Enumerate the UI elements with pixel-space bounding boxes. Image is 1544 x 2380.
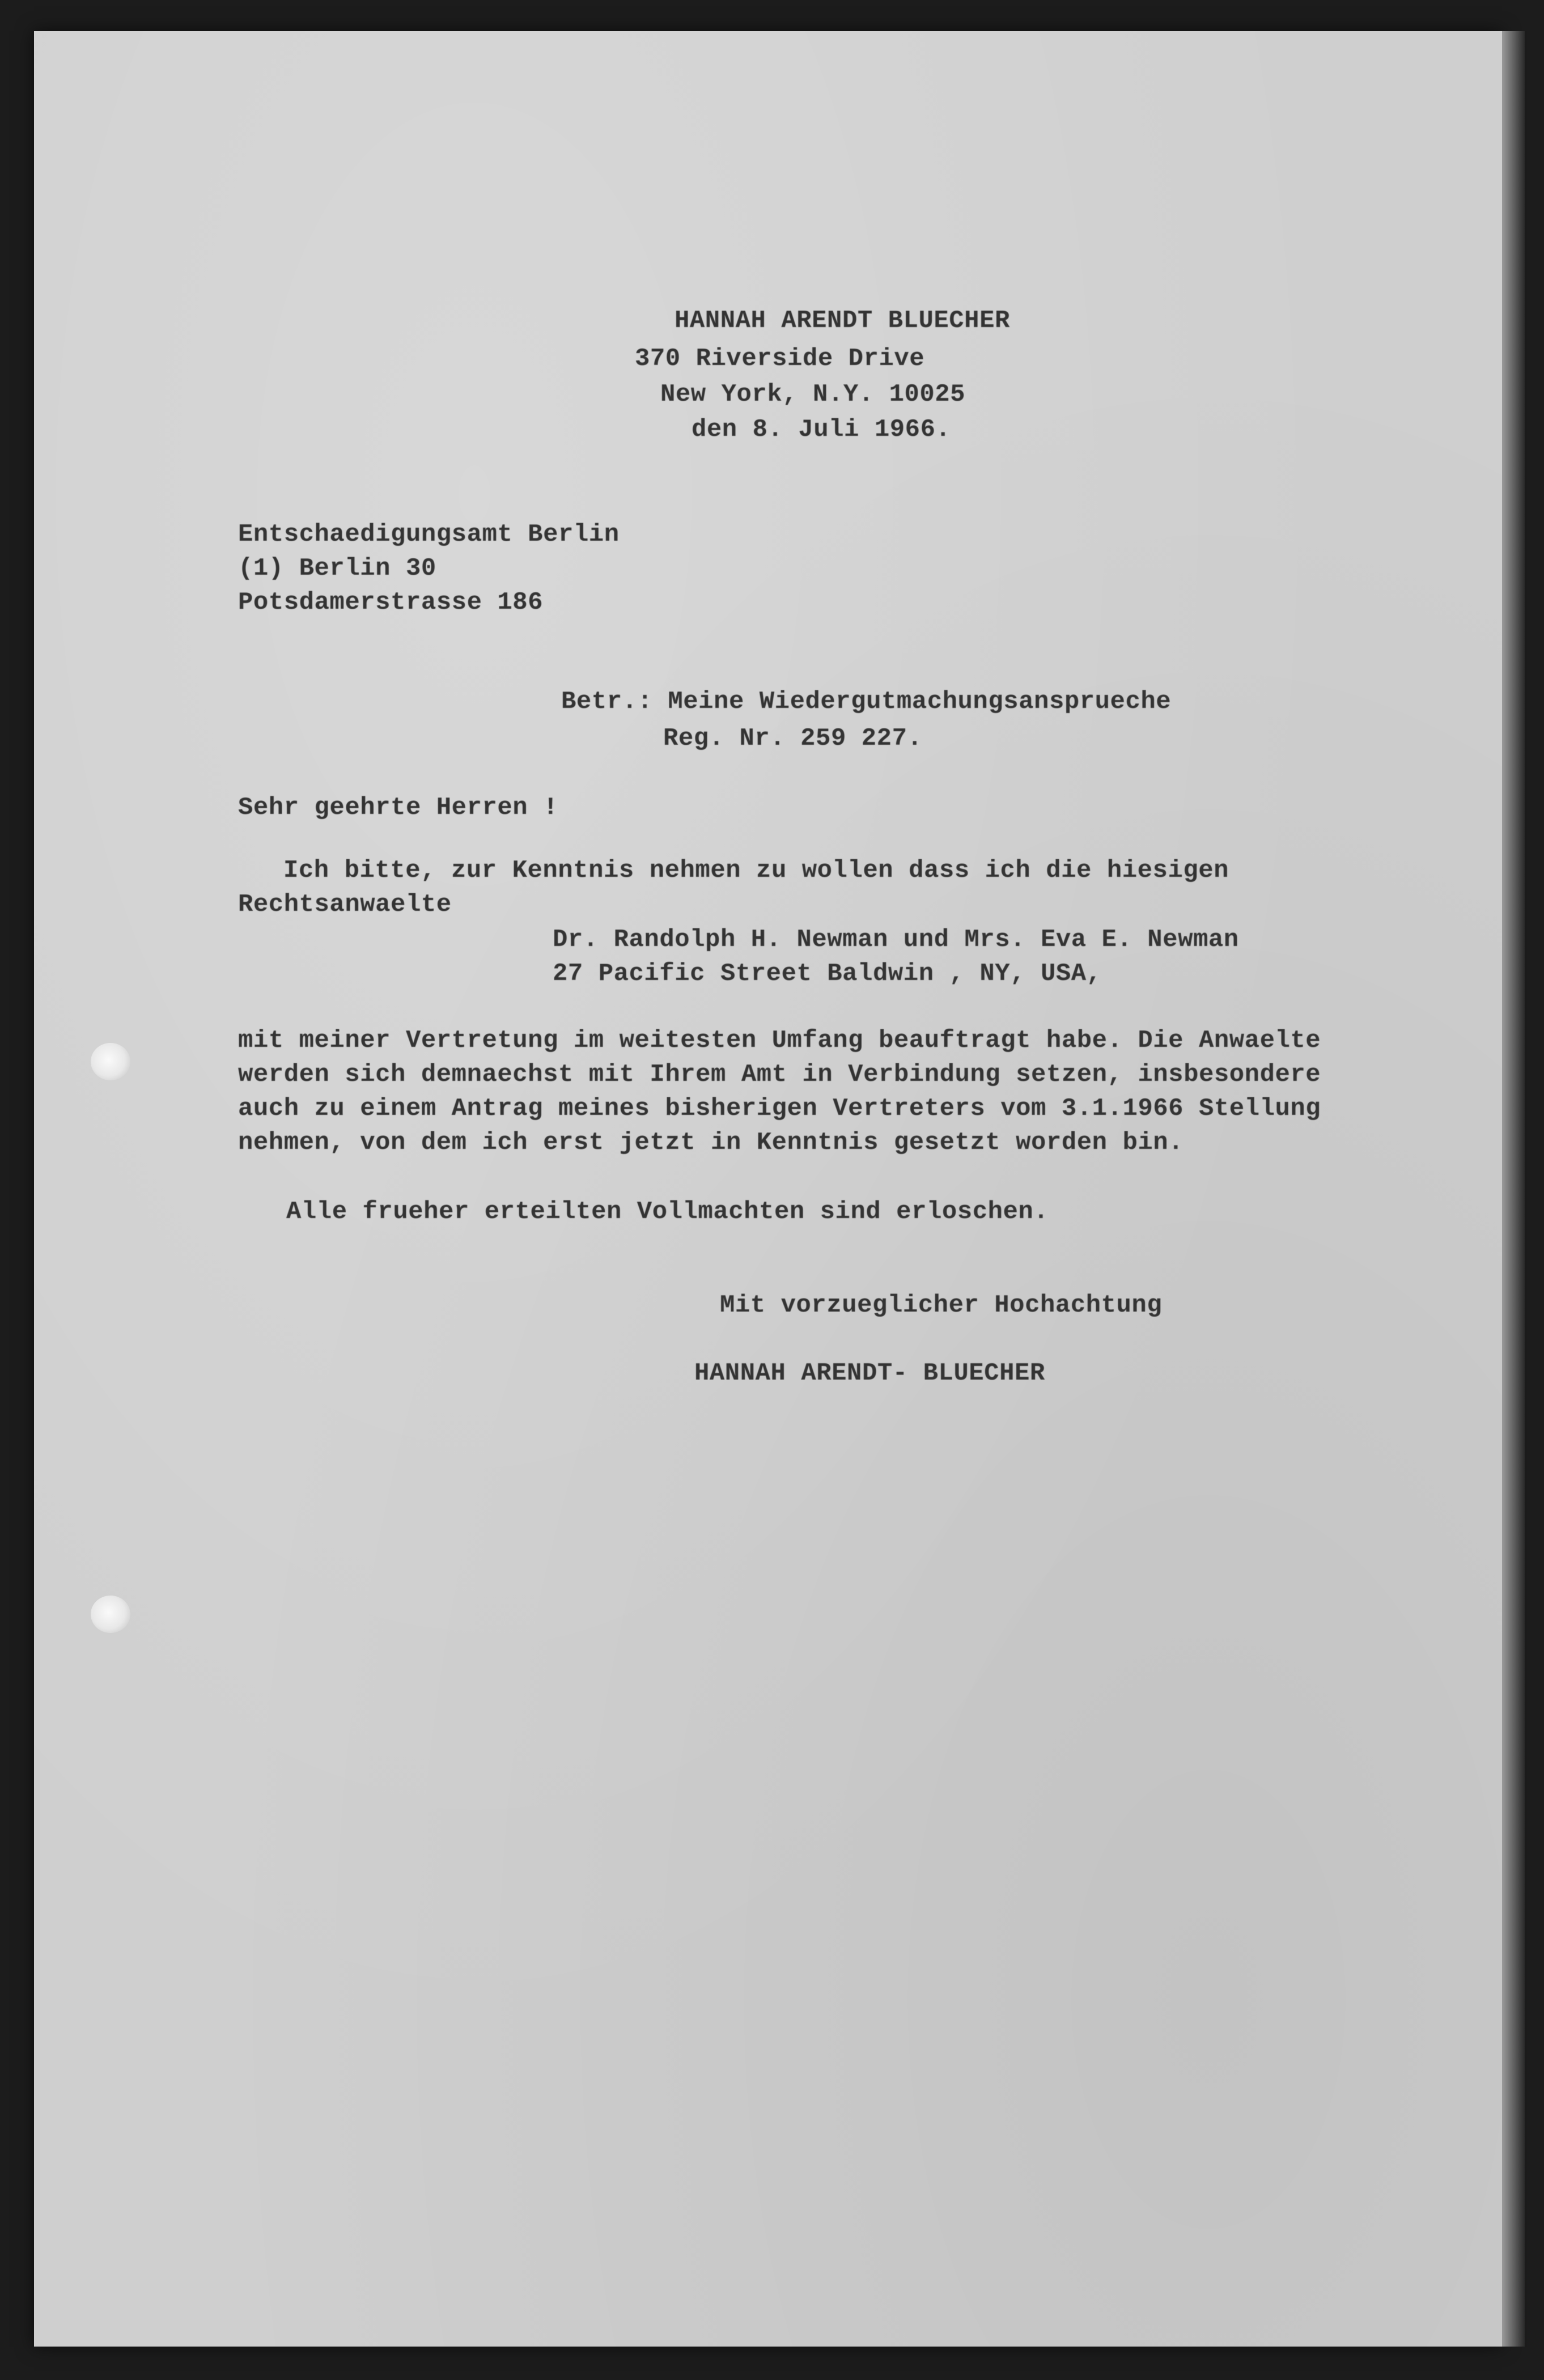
letterhead-street: 370 Riverside Drive [635, 345, 925, 373]
letter-date: den 8. Juli 1966. [692, 415, 951, 444]
signature-name: HANNAH ARENDT- BLUECHER [694, 1359, 1045, 1388]
punch-hole-upper [91, 1043, 130, 1080]
attorney-address: 27 Pacific Street Baldwin , NY, USA, [553, 960, 1102, 988]
body-paragraph-1-line-1: Ich bitte, zur Kenntnis nehmen zu wollen dass ich die hiesigen [283, 856, 1229, 885]
recipient-name: Entschaedigungsamt Berlin [238, 520, 620, 549]
body-paragraph-2-line-3: auch zu einem Antrag meines bisherigen Vertreters vom 3.1.1966 Stellung [238, 1094, 1321, 1123]
recipient-city: (1) Berlin 30 [238, 554, 436, 583]
body-paragraph-2-line-2: werden sich demnaechst mit Ihrem Amt in Verbindung setzen, insbesondere [238, 1060, 1321, 1089]
attorney-names: Dr. Randolph H. Newman und Mrs. Eva E. Newman [553, 926, 1239, 954]
body-paragraph-2-line-4: nehmen, von dem ich erst jetzt in Kenntnis gesetzt worden bin. [238, 1129, 1184, 1157]
punch-hole-lower [91, 1596, 130, 1633]
recipient-street: Potsdamerstrasse 186 [238, 588, 544, 617]
salutation: Sehr geehrte Herren ! [238, 794, 558, 822]
subject-line: Betr.: Meine Wiedergutmachungsansprueche [561, 688, 1172, 716]
body-paragraph-1-line-2: Rechtsanwaelte [238, 890, 452, 919]
body-paragraph-3: Alle frueher erteilten Vollmachten sind erloschen. [286, 1198, 1049, 1226]
body-paragraph-2-line-1: mit meiner Vertretung im weitesten Umfang beauftragt habe. Die Anwaelte [238, 1026, 1321, 1055]
page-edge-shadow [1502, 31, 1525, 2347]
reference-number: Reg. Nr. 259 227. [663, 724, 923, 753]
letterhead-city: New York, N.Y. 10025 [660, 380, 966, 409]
closing-greeting: Mit vorzueglicher Hochachtung [720, 1291, 1163, 1320]
letterhead-name: HANNAH ARENDT BLUECHER [675, 307, 1010, 335]
